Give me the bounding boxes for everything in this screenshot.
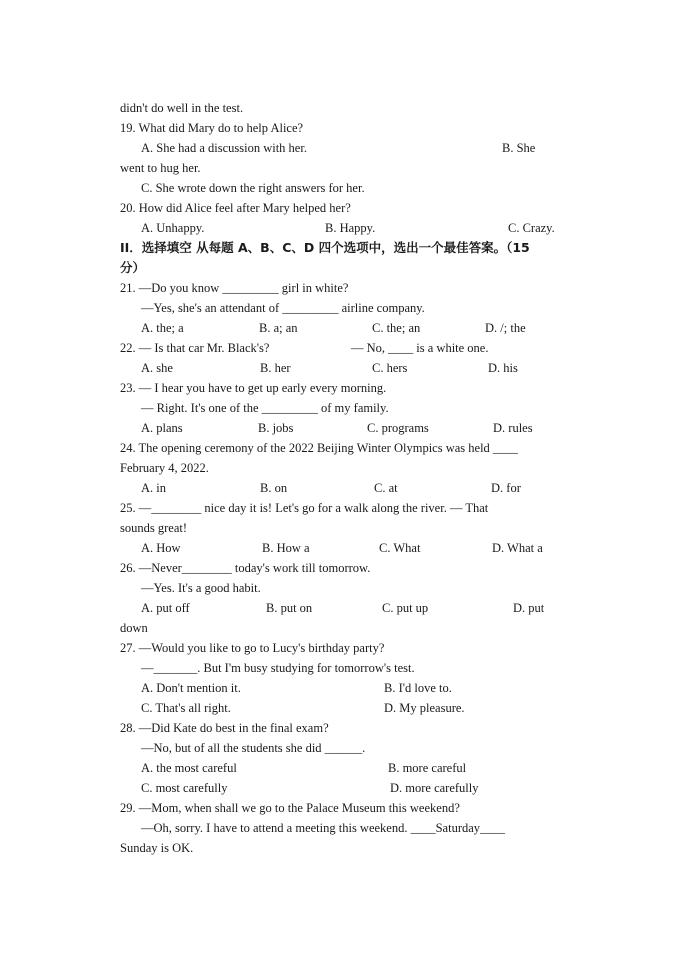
question-24-option-a: A. in: [141, 481, 166, 495]
question-23-stem: 23. — I hear you have to get up early every morning.: [120, 381, 387, 395]
question-26-option-b: B. put on: [266, 601, 313, 615]
question-19-option-b-continuation: went to hug her.: [120, 161, 201, 175]
question-24-stem-continuation: February 4, 2022.: [120, 461, 209, 475]
question-20-option-b: B. Happy.: [325, 221, 376, 235]
question-19-stem: 19. What did Mary do to help Alice?: [120, 121, 304, 135]
question-19-option-c: C. She wrote down the right answers for her.: [141, 181, 365, 195]
question-28-reply: —No, but of all the students she did ______.: [141, 741, 366, 755]
question-29-reply-continuation: Sunday is OK.: [120, 841, 194, 855]
question-25-option-a: A. How: [141, 541, 181, 555]
question-22-stem: 22. — Is that car Mr. Black's?: [120, 341, 270, 355]
question-28-option-c: C. most carefully: [141, 781, 228, 795]
question-27-option-b: B. I'd love to.: [384, 681, 452, 695]
question-22-option-b: B. her: [260, 361, 291, 375]
question-20-option-c: C. Crazy.: [508, 221, 555, 235]
question-23-reply: — Right. It's one of the _________ of my family.: [141, 401, 389, 415]
question-23-option-a: A. plans: [141, 421, 183, 435]
question-26-reply: —Yes. It's a good habit.: [141, 581, 261, 595]
question-24-option-b: B. on: [260, 481, 288, 495]
question-27-option-d: D. My pleasure.: [384, 701, 465, 715]
question-22-option-d: D. his: [488, 361, 518, 375]
question-25-option-c: C. What: [379, 541, 421, 555]
question-25-option-b: B. How a: [262, 541, 310, 555]
question-19-option-b: B. She: [502, 141, 536, 155]
question-23-option-b: B. jobs: [258, 421, 294, 435]
question-26-option-d: D. put: [513, 601, 545, 615]
question-21-option-a: A. the; a: [141, 321, 184, 335]
question-20-stem: 20. How did Alice feel after Mary helped her?: [120, 201, 351, 215]
prev-question-continuation: didn't do well in the test.: [120, 101, 244, 115]
question-28-option-b: B. more careful: [388, 761, 467, 775]
question-28-option-d: D. more carefully: [390, 781, 479, 795]
question-25-stem: 25. —________ nice day it is! Let's go for a walk along the river. — That: [120, 501, 489, 515]
question-21-option-d: D. /; the: [485, 321, 526, 335]
question-27-option-a: A. Don't mention it.: [141, 681, 241, 695]
question-29-reply: —Oh, sorry. I have to attend a meeting this weekend. ____Saturday____: [141, 821, 506, 835]
question-27-option-c: C. That's all right.: [141, 701, 231, 715]
question-21-stem: 21. —Do you know _________ girl in white?: [120, 281, 349, 295]
question-24-option-d: D. for: [491, 481, 521, 495]
question-27-reply: —_______. But I'm busy studying for tomorrow's test.: [141, 661, 415, 675]
question-24-stem: 24. The opening ceremony of the 2022 Beijing Winter Olympics was held ____: [120, 441, 518, 455]
question-27-stem: 27. —Would you like to go to Lucy's birthday party?: [120, 641, 385, 655]
question-26-option-c: C. put up: [382, 601, 429, 615]
question-21-option-c: C. the; an: [372, 321, 421, 335]
question-23-option-c: C. programs: [367, 421, 429, 435]
question-20-option-a: A. Unhappy.: [141, 221, 205, 235]
question-19-option-a: A. She had a discussion with her.: [141, 141, 307, 155]
question-26-stem: 26. —Never________ today's work till tomorrow.: [120, 561, 371, 575]
question-26-option-d-continuation: down: [120, 621, 148, 635]
question-22-option-c: C. hers: [372, 361, 408, 375]
question-29-stem: 29. —Mom, when shall we go to the Palace Museum this weekend?: [120, 801, 460, 815]
question-21-reply: —Yes, she's an attendant of _________ airline company.: [141, 301, 425, 315]
question-22-reply: — No, ____ is a white one.: [351, 341, 489, 355]
question-24-option-c: C. at: [374, 481, 398, 495]
question-28-stem: 28. —Did Kate do best in the final exam?: [120, 721, 329, 735]
section-2-heading: II．选择填空 从每题 A、B、C、D 四个选项中，选出一个最佳答案。（15: [120, 240, 530, 255]
question-25-option-d: D. What a: [492, 541, 543, 555]
question-28-option-a: A. the most careful: [141, 761, 237, 775]
question-26-option-a: A. put off: [141, 601, 190, 615]
question-22-option-a: A. she: [141, 361, 173, 375]
section-2-heading-continuation: 分）: [120, 260, 146, 275]
question-25-stem-continuation: sounds great!: [120, 521, 187, 535]
question-21-option-b: B. a; an: [259, 321, 298, 335]
question-23-option-d: D. rules: [493, 421, 533, 435]
